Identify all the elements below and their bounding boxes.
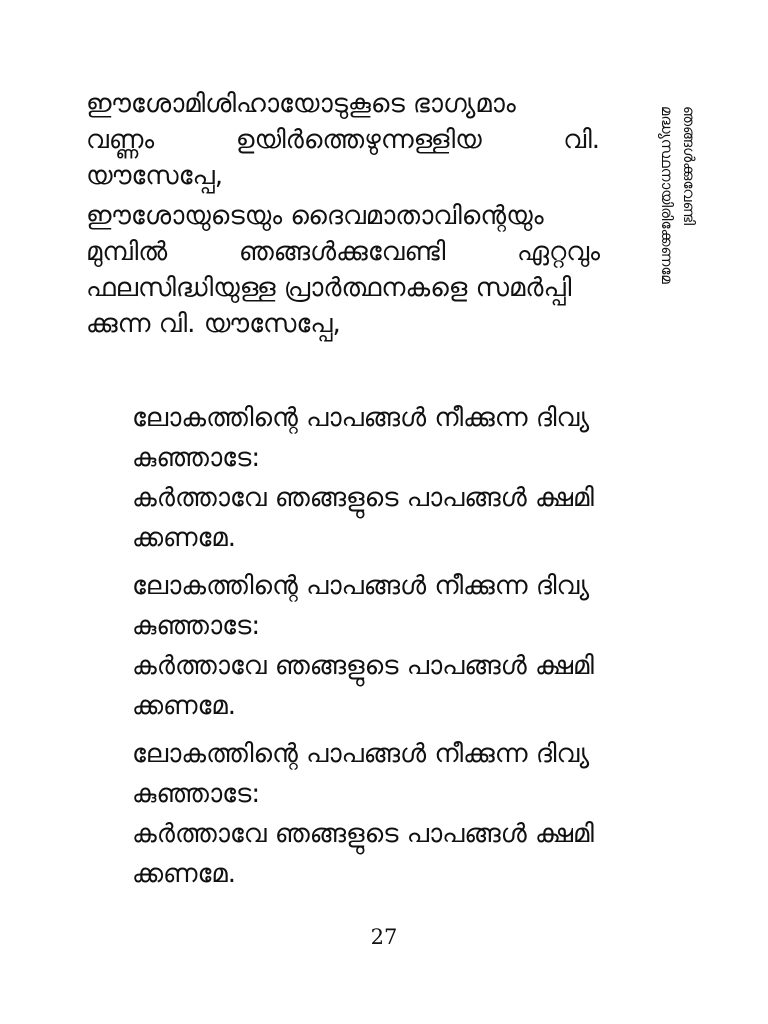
text-line-justified xyxy=(86,234,600,270)
word: വി. xyxy=(563,125,600,155)
text-line: ഈശോമിശിഹായോടുകൂടെ ഭാഗ്യമാം xyxy=(86,89,516,119)
verse-response-line: ക്കണമേ. xyxy=(132,691,237,721)
verse-response-line: ക്കണമേ. xyxy=(132,859,237,889)
intro-paragraph-1 xyxy=(86,86,600,194)
verse-call-line: ലോകത്തിന്റെ പാപങ്ങൾ നീക്കുന്ന ദിവ്യ xyxy=(132,571,590,601)
text-line: ഈശോയുടെയും ദൈവമാതാവിന്റെയും xyxy=(86,201,544,231)
intro-paragraph-2 xyxy=(86,198,600,342)
verse-response-line: ക്കണമേ. xyxy=(132,523,237,553)
text-line: ഫലസിദ്ധിയുള്ള പ്രാർത്ഥനകളെ സമർപ്പി xyxy=(86,273,572,303)
verse-group xyxy=(132,734,684,894)
page-number: 27 xyxy=(370,925,398,949)
verse-call-line: ലോകത്തിന്റെ പാപങ്ങൾ നീക്കുന്ന ദിവ്യ xyxy=(132,739,590,769)
verse-call-line: ലോകത്തിന്റെ പാപങ്ങൾ നീക്കുന്ന ദിവ്യ xyxy=(132,403,590,433)
word: മുമ്പിൽ xyxy=(86,237,168,267)
word: ഉയിർത്തെഴുന്നള്ളിയ xyxy=(235,125,482,155)
verse-response-line: കർത്താവേ ഞങ്ങളുടെ പാപങ്ങൾ ക്ഷമി xyxy=(132,483,594,513)
verse-call-line: കുഞ്ഞാടേ: xyxy=(132,611,261,641)
side-heading-line-1: ഞങ്ങൾക്കുവേണ്ടി xyxy=(680,106,698,226)
text-line: ക്കുന്ന വി. യൗസേപ്പേ, xyxy=(86,309,341,339)
verse-call-line: കുഞ്ഞാടേ: xyxy=(132,779,261,809)
word: ഏറ്റവും xyxy=(516,237,600,267)
verses-section xyxy=(132,398,684,902)
verse-response-line: കർത്താവേ ഞങ്ങളുടെ പാപങ്ങൾ ക്ഷമി xyxy=(132,819,594,849)
side-heading-rotated xyxy=(620,106,700,346)
verse-response-line: കർത്താവേ ഞങ്ങളുടെ പാപങ്ങൾ ക്ഷമി xyxy=(132,651,594,681)
word: ഞങ്ങൾക്കുവേണ്ടി xyxy=(238,237,446,267)
verse-call-line: കുഞ്ഞാടേ: xyxy=(132,443,261,473)
text-line: യൗസേപ്പേ, xyxy=(86,161,224,191)
intro-section xyxy=(86,86,600,342)
word: വണ്ണം xyxy=(86,125,155,155)
side-heading-line-2: മദ്ധ്യസ്ഥനായിരിക്കേണമേ xyxy=(658,106,676,284)
verse-group xyxy=(132,566,684,726)
text-line-justified xyxy=(86,122,600,158)
side-heading xyxy=(620,106,700,346)
verse-group xyxy=(132,398,684,558)
